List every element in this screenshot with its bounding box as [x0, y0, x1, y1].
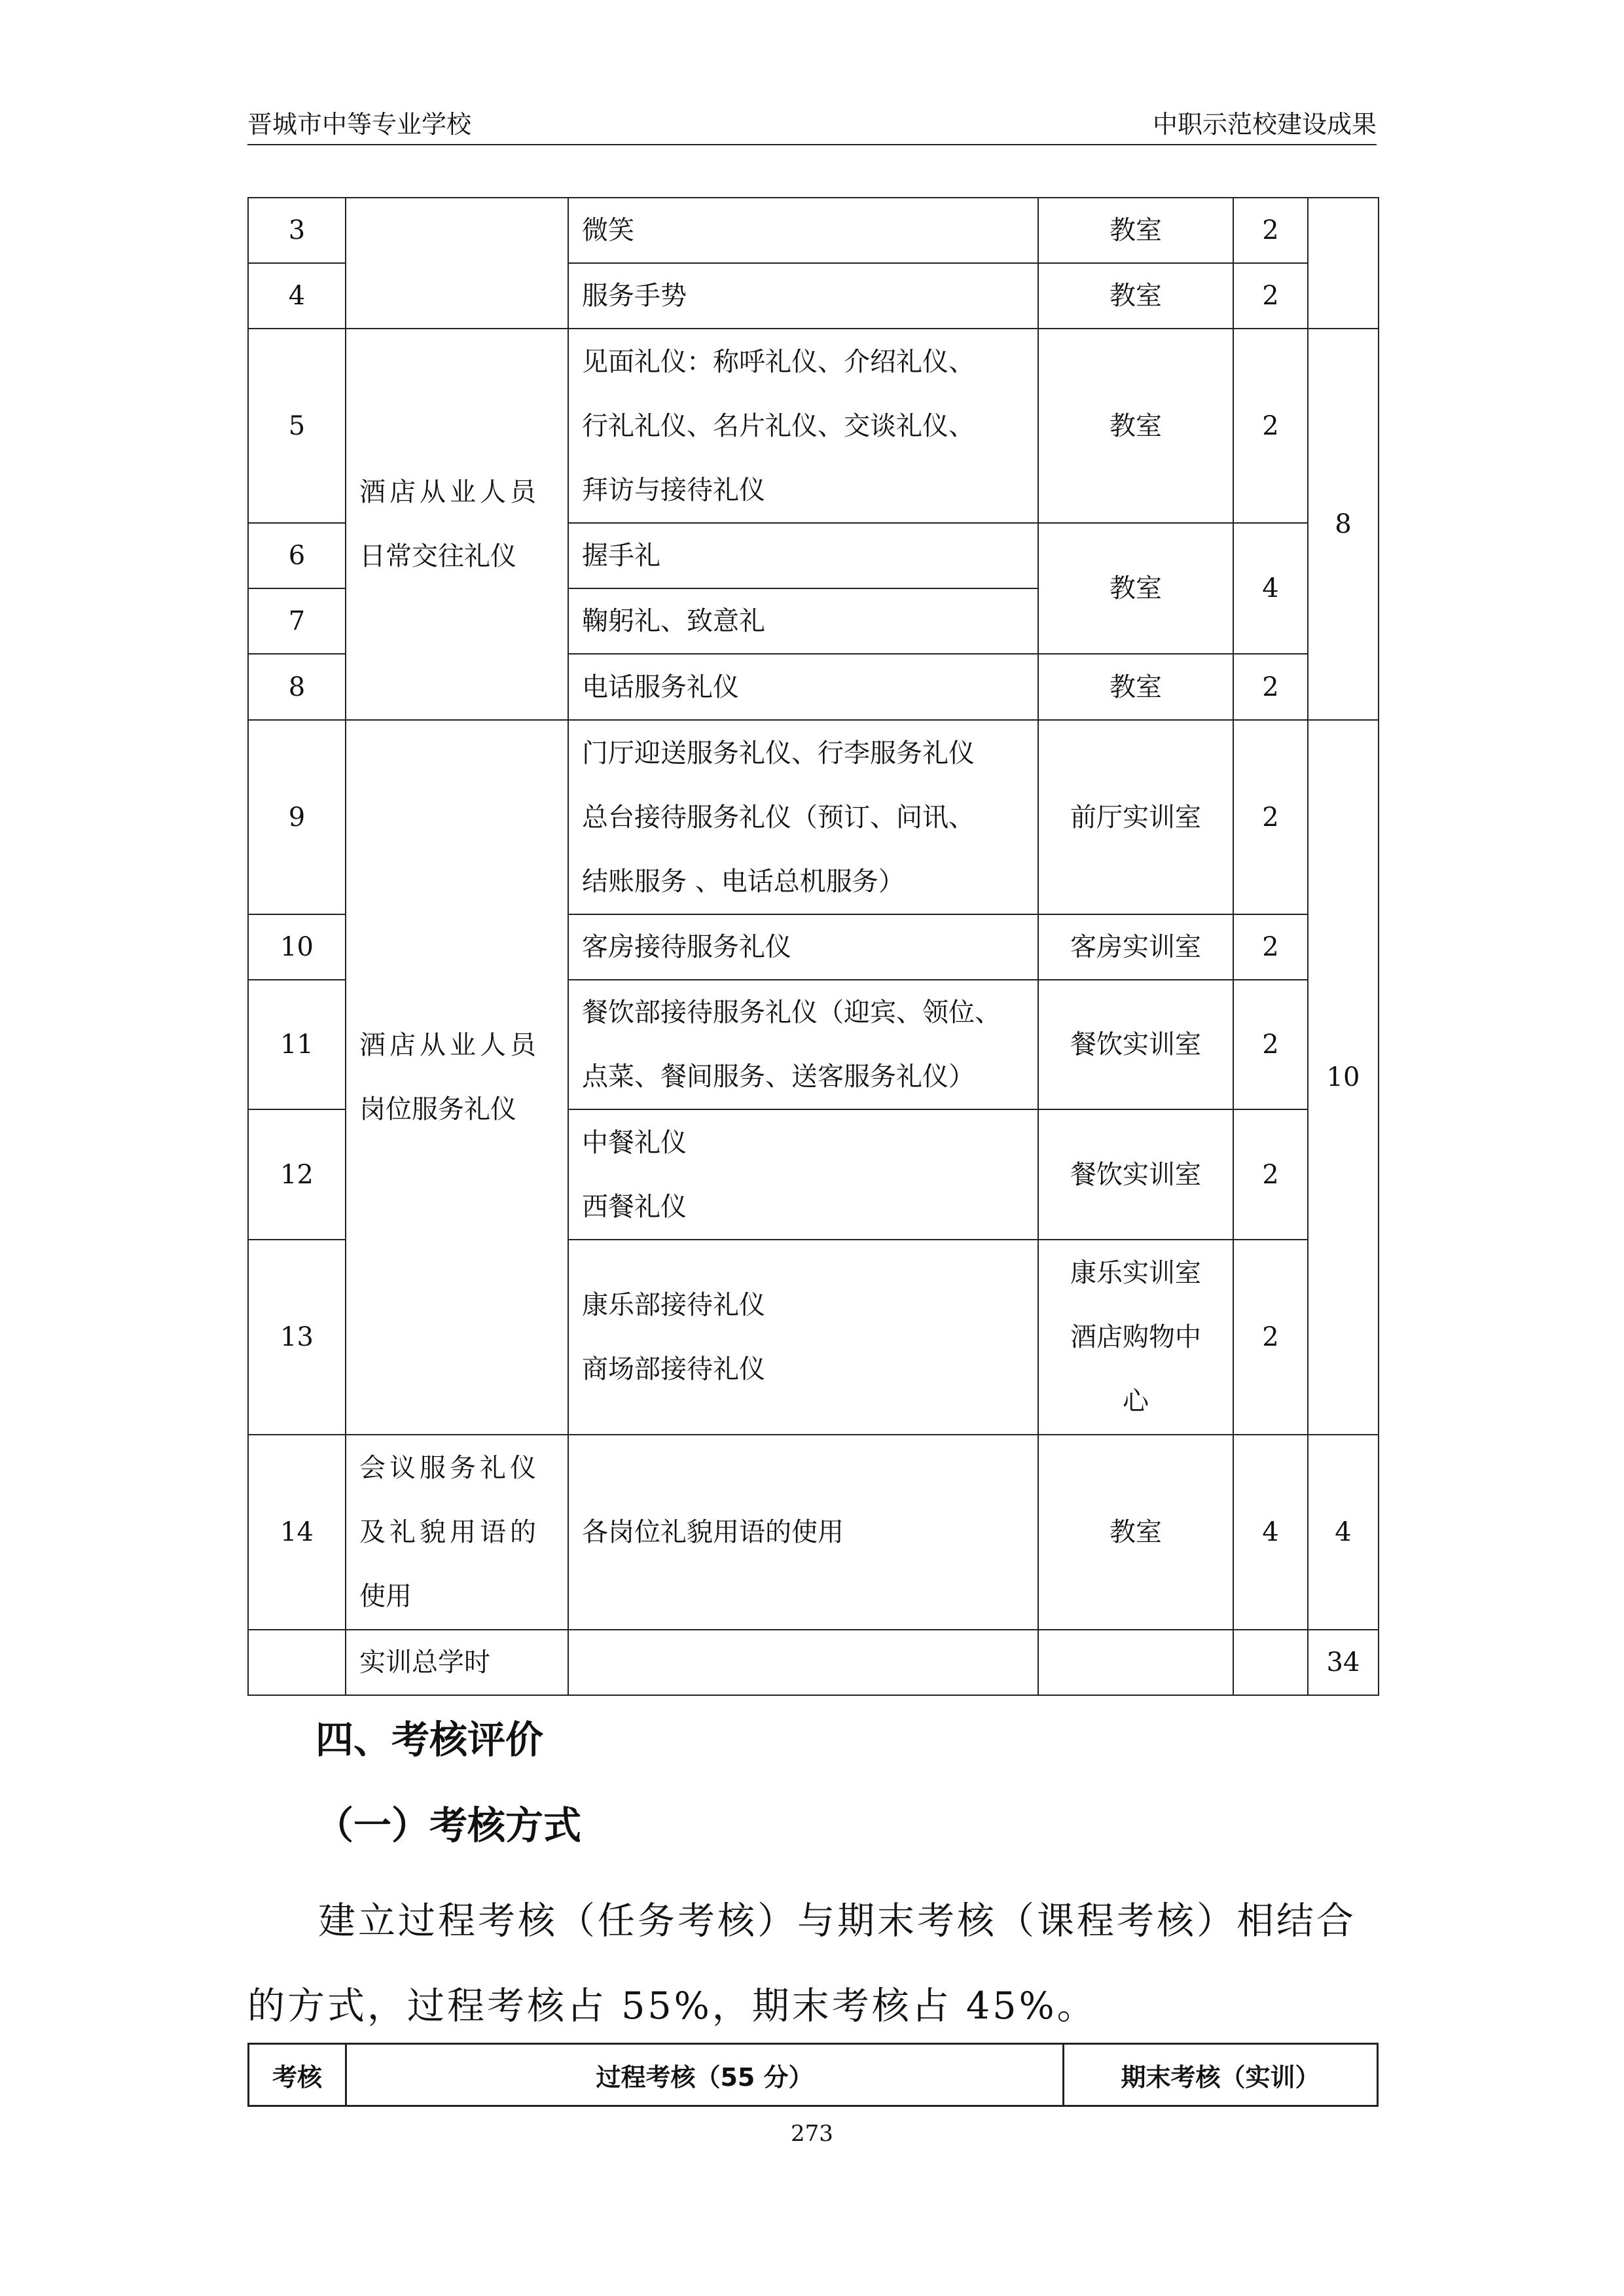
hours-cell: 4	[1233, 1435, 1308, 1630]
content-line: 客房接待服务礼仪	[568, 914, 1038, 980]
module-line: 使用	[359, 1581, 412, 1611]
content-line: 门厅迎送服务礼仪、行李服务礼仪	[582, 738, 975, 768]
body-paragraph: 建立过程考核（任务考核）与期末考核（课程考核）相结合的方式，过程考核占 55%，期末考核占 45%。	[247, 1899, 1356, 2028]
content-cell	[568, 720, 1038, 914]
process-assessment-header: 过程考核（55 分）	[346, 2044, 1064, 2106]
place-line: 餐饮实训室	[1038, 980, 1233, 1109]
place-line: 教室	[1038, 1435, 1233, 1630]
page-number: 273	[791, 2121, 833, 2147]
module-line: 岗位服务礼仪	[359, 1094, 516, 1124]
place-line: 康乐实训室	[1070, 1258, 1201, 1288]
module-name	[346, 720, 568, 1435]
page-header	[247, 110, 1377, 145]
content-cell	[568, 1240, 1038, 1435]
module-total: 8	[1308, 329, 1379, 720]
content-line: 总台接待服务礼仪（预订、问讯、	[582, 802, 975, 833]
total-row-empty	[248, 1630, 346, 1695]
hours-cell: 2	[1233, 654, 1308, 720]
row-number: 9	[248, 720, 346, 914]
total-row-empty	[1038, 1630, 1233, 1695]
assessment-table	[247, 2043, 1379, 2107]
place-line: 心	[1123, 1386, 1149, 1416]
hours-cell: 2	[1233, 720, 1308, 914]
module-line: 酒店从业人员	[359, 1030, 540, 1060]
table-row	[248, 329, 1379, 523]
total-hours-value: 34	[1308, 1630, 1379, 1695]
row-number: 8	[248, 654, 346, 720]
hours-cell: 2	[1233, 1109, 1308, 1240]
content-cell	[568, 980, 1038, 1109]
module-cell-empty	[346, 198, 568, 329]
subsection-title: （一）考核方式	[316, 1803, 582, 1848]
hours-cell: 2	[1233, 329, 1308, 523]
hours-cell: 2	[1233, 914, 1308, 980]
row-number: 4	[248, 263, 346, 329]
module-line: 及礼貌用语的	[359, 1517, 540, 1547]
row-number: 7	[248, 588, 346, 654]
content-line: 服务手势	[568, 263, 1038, 329]
training-schedule-table	[247, 197, 1379, 1696]
module-name	[346, 1435, 568, 1630]
section-title: 四、考核评价	[316, 1717, 544, 1762]
content-line: 拜访与接待礼仪	[582, 475, 765, 505]
row-number: 5	[248, 329, 346, 523]
place-line: 教室	[1038, 329, 1233, 523]
content-line: 点菜、餐间服务、送客服务礼仪）	[582, 1062, 975, 1092]
place-line: 前厅实训室	[1038, 720, 1233, 914]
place-line: 教室	[1038, 263, 1233, 329]
content-line: 中餐礼仪	[582, 1127, 687, 1158]
hours-cell: 2	[1233, 198, 1308, 263]
content-cell	[568, 329, 1038, 523]
content-line: 行礼礼仪、名片礼仪、交谈礼仪、	[582, 410, 975, 441]
table-row	[248, 198, 1379, 263]
row-number: 10	[248, 914, 346, 980]
table-row	[248, 720, 1379, 914]
module-line: 酒店从业人员	[359, 477, 540, 507]
content-line: 康乐部接待礼仪	[582, 1290, 765, 1320]
module-name	[346, 329, 568, 720]
module-line: 日常交往礼仪	[359, 541, 516, 571]
total-row-empty	[568, 1630, 1038, 1695]
place-line: 客房实训室	[1038, 914, 1233, 980]
content-line: 见面礼仪：称呼礼仪、介绍礼仪、	[582, 346, 975, 377]
total-hours-label: 实训总学时	[346, 1630, 568, 1695]
row-number: 13	[248, 1240, 346, 1435]
content-line: 各岗位礼貌用语的使用	[568, 1435, 1038, 1630]
final-assessment-header: 期末考核（实训）	[1064, 2044, 1378, 2106]
school-name: 晋城市中等专业学校	[247, 110, 472, 139]
content-line: 电话服务礼仪	[568, 654, 1038, 720]
content-line: 微笑	[568, 198, 1038, 263]
row-number: 3	[248, 198, 346, 263]
hours-cell: 2	[1233, 980, 1308, 1109]
row-number: 11	[248, 980, 346, 1109]
hours-cell: 2	[1233, 1240, 1308, 1435]
place-cell	[1038, 1240, 1233, 1435]
content-line: 握手礼	[568, 523, 1038, 588]
row-number: 12	[248, 1109, 346, 1240]
place-line: 教室	[1038, 654, 1233, 720]
hours-cell: 2	[1233, 263, 1308, 329]
place-line: 教室	[1038, 198, 1233, 263]
header-title: 中职示范校建设成果	[1152, 110, 1377, 139]
table-row	[248, 1435, 1379, 1630]
place-line: 餐饮实训室	[1038, 1109, 1233, 1240]
total-row	[248, 1630, 1379, 1695]
assessment-header: 考核	[249, 2044, 346, 2106]
place-line: 酒店购物中	[1070, 1322, 1201, 1352]
row-number: 14	[248, 1435, 346, 1630]
content-line: 餐饮部接待服务礼仪（迎宾、领位、	[582, 997, 1001, 1028]
content-line: 结账服务 、电话总机服务）	[582, 866, 905, 897]
total-row-empty	[1233, 1630, 1308, 1695]
table-header-row	[249, 2044, 1378, 2106]
module-total-empty	[1308, 198, 1379, 329]
place-line: 教室	[1038, 523, 1233, 654]
content-cell	[568, 1109, 1038, 1240]
module-total: 10	[1308, 720, 1379, 1435]
hours-cell: 4	[1233, 523, 1308, 654]
content-line: 西餐礼仪	[582, 1191, 687, 1222]
content-line: 商场部接待礼仪	[582, 1354, 765, 1384]
module-total: 4	[1308, 1435, 1379, 1630]
module-line: 会议服务礼仪	[359, 1453, 540, 1483]
row-number: 6	[248, 523, 346, 588]
content-line: 鞠躬礼、致意礼	[568, 588, 1038, 654]
